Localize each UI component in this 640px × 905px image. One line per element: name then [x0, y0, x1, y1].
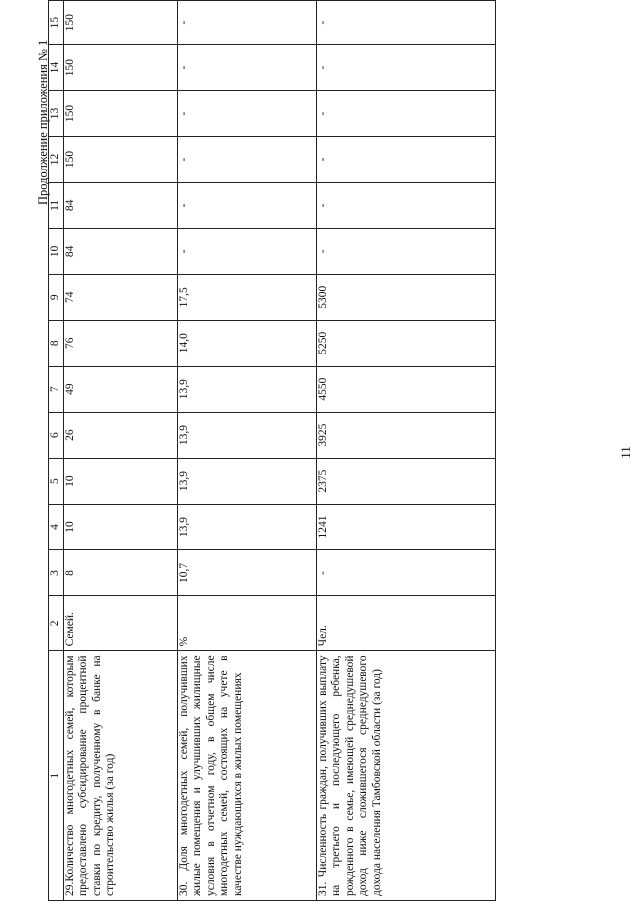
- value-cell: 4550: [316, 366, 495, 412]
- value-cell: 150: [63, 1, 177, 45]
- value-cell: 2375: [316, 458, 495, 504]
- value-cell: 84: [63, 228, 177, 274]
- value-cell: 150: [63, 136, 177, 182]
- table-header-row: [49, 1, 64, 901]
- value-cell: 74: [63, 274, 177, 320]
- value-cell: -: [316, 182, 495, 228]
- table-row: [63, 1, 177, 901]
- column-number: 12: [49, 136, 64, 182]
- column-number: 6: [49, 412, 64, 458]
- value-cell: 5250: [316, 320, 495, 366]
- value-cell: 10: [63, 458, 177, 504]
- column-number: 13: [49, 91, 64, 137]
- indicator-name: 29.Количество многодетных семей, которым предоставлено субсидирование процентной ставки по кредиту, полученному в банке на строительство жилья (за год): [63, 651, 177, 901]
- column-number: 5: [49, 458, 64, 504]
- column-number: 9: [49, 274, 64, 320]
- value-cell: -: [177, 136, 316, 182]
- value-cell: 14,0: [177, 320, 316, 366]
- page-number: 11: [618, 446, 633, 459]
- value-cell: -: [316, 228, 495, 274]
- value-cell: -: [316, 91, 495, 137]
- indicator-unit: %: [177, 596, 316, 651]
- value-cell: -: [316, 1, 495, 45]
- indicator-name: 30. Доля многодетных семей, получивших жилые помещения и улучшивших жилищные условия в отчетном году, в общем числе многодетных семей, состоящих на учете в качестве нуждающихся в жилых помещениях: [177, 651, 316, 901]
- value-cell: 26: [63, 412, 177, 458]
- indicator-name: 31. Численность граждан, получивших выплату на третьего и последующего ребенка, рожденного в семье, имеющей среднедушевой доход ниже сложившегося среднедушевого дохода населения Тамбовской области (за год): [316, 651, 495, 901]
- value-cell: -: [177, 228, 316, 274]
- value-cell: -: [177, 182, 316, 228]
- column-number: 10: [49, 228, 64, 274]
- value-cell: 13,9: [177, 412, 316, 458]
- value-cell: 1241: [316, 504, 495, 550]
- value-cell: -: [316, 45, 495, 91]
- column-number: 15: [49, 1, 64, 45]
- value-cell: 49: [63, 366, 177, 412]
- value-cell: 8: [63, 550, 177, 596]
- column-number: 1: [49, 651, 64, 901]
- value-cell: 10: [63, 504, 177, 550]
- table-row: [316, 1, 495, 901]
- value-cell: 150: [63, 91, 177, 137]
- value-cell: -: [316, 550, 495, 596]
- indicator-unit: Семей.: [63, 596, 177, 651]
- value-cell: -: [316, 136, 495, 182]
- value-cell: -: [177, 91, 316, 137]
- value-cell: -: [177, 1, 316, 45]
- indicator-unit: Чел.: [316, 596, 495, 651]
- value-cell: 10,7: [177, 550, 316, 596]
- value-cell: 13,9: [177, 458, 316, 504]
- value-cell: 13,9: [177, 366, 316, 412]
- column-number: 14: [49, 45, 64, 91]
- column-number: 2: [49, 596, 64, 651]
- value-cell: 150: [63, 45, 177, 91]
- indicators-table: [48, 0, 496, 901]
- value-cell: 13,9: [177, 504, 316, 550]
- value-cell: 5300: [316, 274, 495, 320]
- value-cell: 84: [63, 182, 177, 228]
- value-cell: 3925: [316, 412, 495, 458]
- column-number: 11: [49, 182, 64, 228]
- column-number: 4: [49, 504, 64, 550]
- column-number: 7: [49, 366, 64, 412]
- value-cell: -: [177, 45, 316, 91]
- column-number: 8: [49, 320, 64, 366]
- value-cell: 76: [63, 320, 177, 366]
- table-row: [177, 1, 316, 901]
- appendix-caption: Продолжение приложения № 1: [36, 39, 50, 205]
- value-cell: 17,5: [177, 274, 316, 320]
- column-number: 3: [49, 550, 64, 596]
